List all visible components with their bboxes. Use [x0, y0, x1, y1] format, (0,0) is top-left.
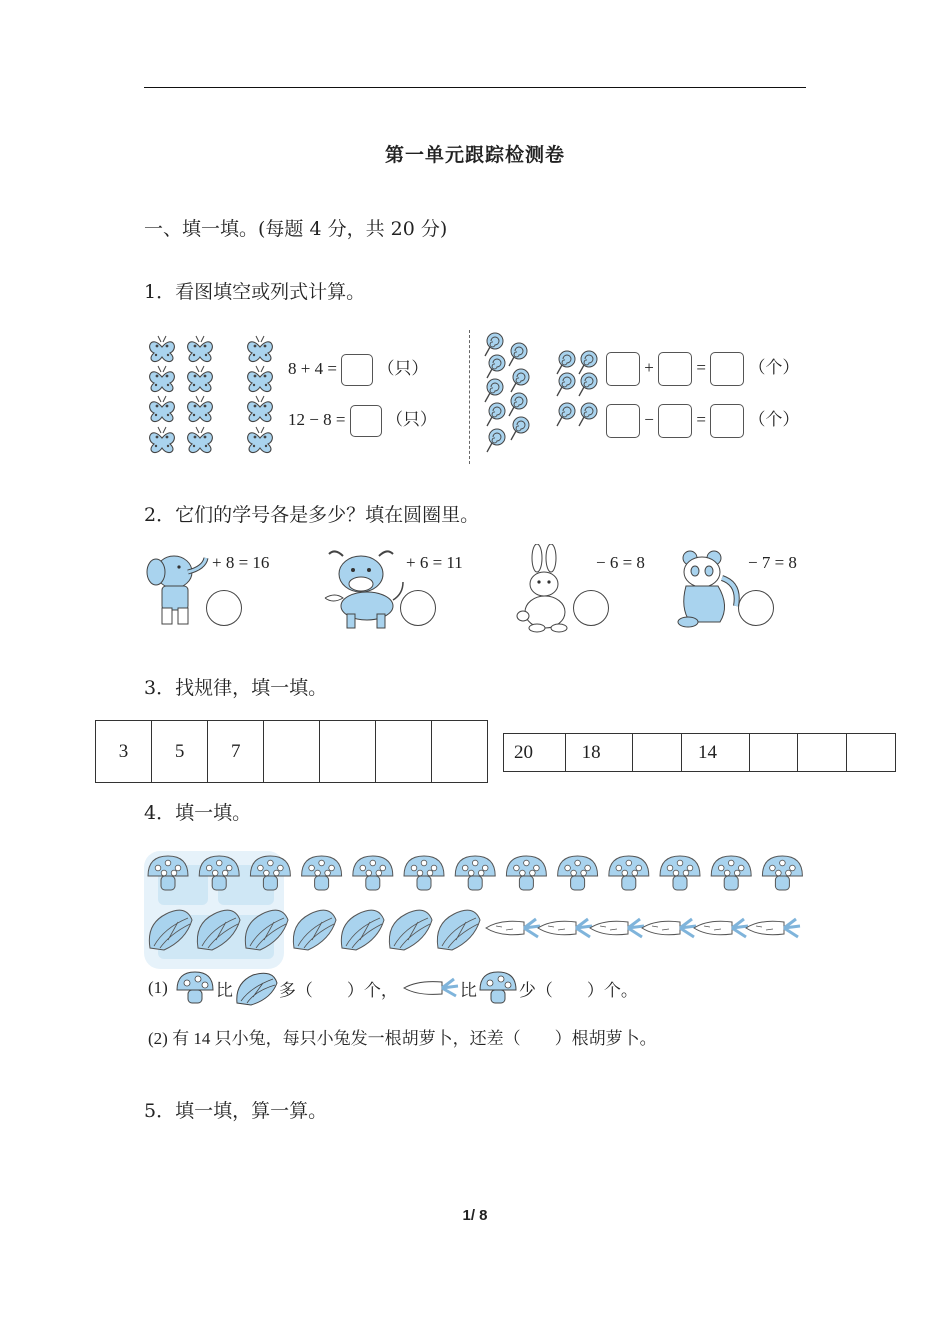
mushroom-row: [146, 852, 810, 896]
q1-eq1-left: 8 + 4 =: [288, 359, 337, 378]
sequence-cell: 14: [681, 734, 749, 772]
cow-icon: [323, 548, 405, 630]
sequence-cell: 3: [96, 721, 152, 783]
lollipop-group: [482, 330, 602, 458]
page-number: 1/ 8: [462, 1207, 488, 1224]
divider: [469, 330, 470, 464]
sequence-cell[interactable]: [749, 734, 798, 772]
mushroom-icon: [609, 856, 649, 890]
sequence-cell[interactable]: [376, 721, 432, 783]
unit-ge: （个）: [748, 357, 800, 377]
lollipop-icon: [579, 351, 597, 374]
answer-circle[interactable]: [206, 590, 242, 626]
butterfly-icon: [150, 336, 175, 362]
butterfly-icon: [150, 396, 175, 422]
q2-eq1: + 8 = 16: [212, 553, 270, 572]
plus-sign: +: [644, 357, 654, 377]
q1-eq1: [288, 354, 428, 386]
page-title: 第一单元跟踪检测卷: [384, 144, 565, 166]
q2-eq2: + 6 = 11: [406, 553, 463, 572]
q4-p1-duo: 多（ ）个，: [278, 980, 398, 1000]
answer-box[interactable]: [606, 352, 640, 386]
sequence-cell[interactable]: [264, 721, 320, 783]
lollipop-icon: [487, 403, 505, 426]
answer-circle[interactable]: [573, 590, 609, 626]
carrot-icon: [694, 919, 748, 937]
q2-label: 2．它们的学号各是多少？填在圆圈里。: [144, 504, 480, 526]
lollipop-icon: [511, 369, 529, 392]
sequence-cell: 18: [565, 734, 633, 772]
q1-eq2: [288, 405, 437, 437]
mushroom-icon: [506, 856, 546, 890]
cabbage-icon: [437, 910, 480, 950]
q4-part1: [148, 970, 638, 1006]
answer-box[interactable]: [710, 404, 744, 438]
panda-icon: [676, 548, 742, 630]
answer-box[interactable]: [658, 404, 692, 438]
mushroom-icon: [174, 970, 216, 1006]
carrot-icon: [486, 919, 540, 937]
mushroom-icon: [477, 970, 519, 1006]
lollipop-icon: [485, 379, 503, 402]
q1-eq3: [606, 352, 799, 386]
cabbage-icon: [233, 969, 279, 1007]
carrot-icon: [402, 976, 460, 1000]
lollipop-icon: [511, 417, 529, 440]
cabbage-icon: [293, 910, 336, 950]
carrot-icon: [642, 919, 696, 937]
sequence-table-1: [95, 720, 488, 783]
section-heading: 一、填一填。(每题 4 分，共 20 分): [144, 218, 448, 240]
q1-label: 1．看图填空或列式计算。: [144, 281, 366, 303]
butterfly-icon: [188, 366, 213, 392]
elephant-icon: [146, 550, 210, 628]
q4-part2: (2) 有 14 只小兔，每只小兔发一根胡萝卜，还差（ ）根胡萝卜。: [148, 1029, 657, 1048]
q2-eq4: − 7 = 8: [748, 553, 797, 572]
butterfly-icon: [188, 427, 213, 453]
sequence-cell[interactable]: [320, 721, 376, 783]
lollipop-icon: [557, 351, 575, 374]
sequence-table-2: [503, 733, 896, 772]
answer-circle[interactable]: [738, 590, 774, 626]
rabbit-icon: [515, 544, 575, 634]
mushroom-icon: [302, 856, 342, 890]
lollipop-icon: [509, 393, 527, 416]
vegetable-row: [146, 904, 810, 952]
q4-p1-bi1: 比: [215, 980, 233, 1000]
carrot-icon: [590, 919, 644, 937]
lollipop-icon: [557, 373, 575, 396]
butterfly-icon: [248, 427, 273, 453]
q3-label: 3．找规律，填一填。: [144, 677, 328, 699]
carrot-icon: [746, 919, 800, 937]
cabbage-icon: [197, 910, 240, 950]
lollipop-icon: [485, 333, 503, 356]
sequence-cell[interactable]: [847, 734, 896, 772]
cabbage-icon: [389, 910, 432, 950]
butterfly-icon: [188, 336, 213, 362]
mushroom-icon: [711, 856, 751, 890]
lollipop-icon: [487, 429, 505, 452]
sequence-cell[interactable]: [633, 734, 682, 772]
sequence-cell: 5: [152, 721, 208, 783]
q4-p1-num: (1): [148, 978, 168, 997]
sequence-cell: 20: [504, 734, 566, 772]
equals-sign: =: [696, 357, 706, 377]
q1-eq4: [606, 404, 799, 438]
header-rule: [144, 87, 806, 88]
unit-ge: （个）: [748, 409, 800, 429]
sequence-cell: 7: [208, 721, 264, 783]
butterfly-icon: [248, 336, 273, 362]
butterfly-group: [146, 333, 286, 455]
q4-p1-bi2: 比: [459, 980, 477, 1000]
mushroom-icon: [762, 856, 802, 890]
answer-box[interactable]: [350, 405, 382, 437]
cabbage-icon: [341, 910, 384, 950]
lollipop-icon: [557, 403, 575, 426]
lollipop-icon: [509, 343, 527, 366]
butterfly-icon: [188, 396, 213, 422]
q4-label: 4．填一填。: [144, 802, 252, 824]
minus-sign: −: [644, 409, 654, 429]
butterfly-icon: [150, 427, 175, 453]
lollipop-icon: [579, 373, 597, 396]
mushroom-icon: [558, 856, 598, 890]
q2-eq3: − 6 = 8: [596, 553, 645, 572]
sequence-cell[interactable]: [432, 721, 488, 783]
equals-sign: =: [696, 409, 706, 429]
answer-box[interactable]: [658, 352, 692, 386]
lollipop-icon: [579, 403, 597, 426]
sequence-cell[interactable]: [798, 734, 847, 772]
answer-circle[interactable]: [400, 590, 436, 626]
mushroom-icon: [148, 856, 188, 890]
unit-zhi: （只）: [385, 410, 437, 429]
answer-box[interactable]: [710, 352, 744, 386]
mushroom-icon: [250, 856, 290, 890]
butterfly-icon: [248, 396, 273, 422]
mushroom-icon: [660, 856, 700, 890]
butterfly-icon: [150, 366, 175, 392]
mushroom-icon: [455, 856, 495, 890]
butterfly-icon: [248, 366, 273, 392]
cabbage-icon: [149, 910, 192, 950]
mushroom-icon: [199, 856, 239, 890]
mushroom-icon: [353, 856, 393, 890]
cabbage-icon: [245, 910, 288, 950]
q1-eq2-left: 12 − 8 =: [288, 410, 346, 429]
q4-p1-shao: 少（ ）个。: [518, 980, 638, 1000]
answer-box[interactable]: [341, 354, 373, 386]
q5-label: 5．填一填，算一算。: [144, 1100, 328, 1122]
unit-zhi: （只）: [377, 359, 429, 378]
answer-box[interactable]: [606, 404, 640, 438]
lollipop-icon: [487, 355, 505, 378]
mushroom-icon: [404, 856, 444, 890]
carrot-icon: [538, 919, 592, 937]
